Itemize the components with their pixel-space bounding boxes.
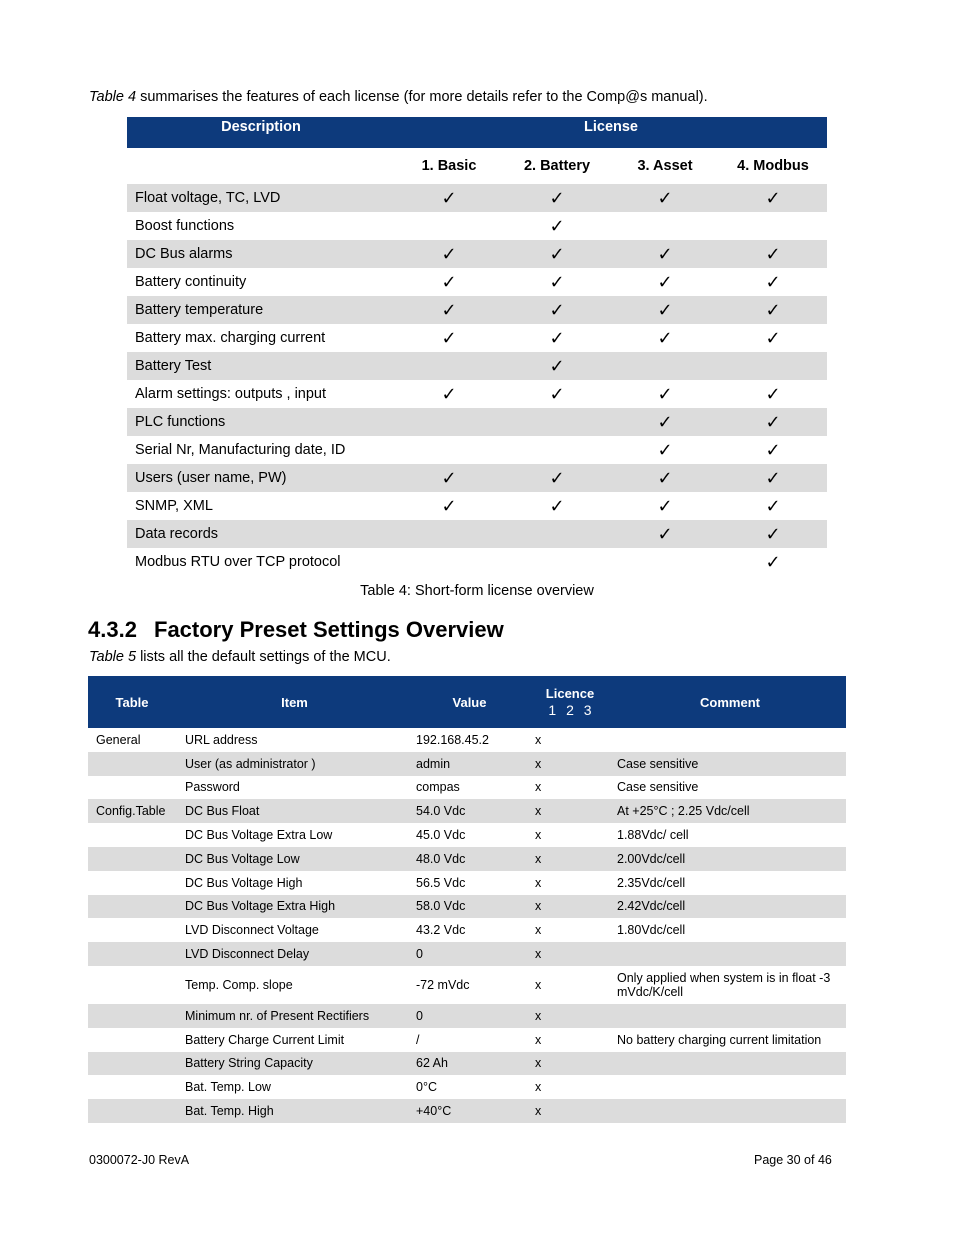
table4-caption: Table 4: Short-form license overview	[360, 583, 594, 599]
check-icon-basic: ✓	[441, 271, 457, 292]
table-cell	[88, 1004, 176, 1028]
licence-cell: x	[535, 732, 542, 747]
preset-rows	[88, 728, 846, 1123]
comment-cell	[614, 728, 846, 752]
feature-label: Data records	[127, 520, 395, 548]
check-icon-modbus: ✓	[765, 327, 781, 348]
empty-cell-basic	[395, 436, 503, 464]
empty-cell-basic	[395, 408, 503, 436]
preset-row	[88, 728, 846, 752]
value-cell: 58.0 Vdc	[413, 895, 526, 919]
preset-row	[88, 942, 846, 966]
licence-cell: x	[526, 799, 614, 823]
empty-cell-basic	[395, 548, 503, 576]
license-feature-row	[127, 184, 827, 212]
comment-cell	[614, 1099, 846, 1123]
value-cell: 45.0 Vdc	[416, 828, 466, 843]
item-cell: Minimum nr. of Present Rectifiers	[176, 1004, 413, 1028]
check-icon-battery: ✓	[549, 383, 565, 404]
preset-row	[88, 871, 846, 895]
value-cell: /	[416, 1032, 420, 1047]
item-cell: Bat. Temp. Low	[185, 1080, 271, 1095]
feature-label: Battery Test	[127, 352, 395, 380]
check-icon-modbus: ✓	[719, 464, 827, 492]
check-icon-asset: ✓	[611, 296, 719, 324]
preset-row	[88, 1004, 846, 1028]
table-cell	[88, 1075, 176, 1099]
feature-label: Serial Nr, Manufacturing date, ID	[135, 442, 346, 458]
feature-label: PLC functions	[127, 408, 395, 436]
comment-cell: 2.00Vdc/cell	[614, 847, 846, 871]
item-cell: Temp. Comp. slope	[185, 977, 293, 992]
item-cell: LVD Disconnect Voltage	[185, 923, 319, 938]
table-cell	[88, 918, 176, 942]
value-cell: 48.0 Vdc	[413, 847, 526, 871]
check-icon-asset: ✓	[657, 495, 673, 516]
empty-cell-basic	[395, 352, 503, 380]
check-icon-battery: ✓	[549, 327, 565, 348]
licence-cell: x	[535, 828, 542, 843]
table4-intro-text: summarises the features of each license (for more details refer to the Comp@s manual).	[136, 89, 708, 105]
preset-row	[88, 752, 846, 776]
check-icon-asset: ✓	[657, 327, 673, 348]
check-icon-asset: ✓	[657, 383, 673, 404]
preset-row	[88, 966, 846, 1004]
preset-row	[88, 799, 846, 823]
value-cell: 0	[413, 1004, 526, 1028]
comment-cell: 1.80Vdc/cell	[617, 923, 686, 938]
license-asset-header: 3. Asset	[611, 148, 719, 184]
license-feature-row	[127, 324, 827, 352]
description-header: Description	[127, 117, 395, 148]
check-icon-modbus: ✓	[719, 296, 827, 324]
description-subheader-blank	[127, 148, 395, 184]
footer-doc-id: 0300072-J0 RevA	[89, 1153, 190, 1167]
item-cell: Password	[185, 780, 240, 795]
licence-cell: x	[535, 977, 542, 992]
check-icon-battery: ✓	[549, 495, 565, 516]
check-icon-basic: ✓	[441, 327, 457, 348]
value-cell: admin	[413, 752, 526, 776]
license-feature-row	[127, 212, 827, 240]
table-cell	[88, 1052, 176, 1076]
comment-cell: Case sensitive	[614, 752, 846, 776]
item-cell: URL address	[185, 732, 258, 747]
table-cell	[88, 1028, 176, 1052]
preset-row	[88, 1052, 846, 1076]
check-icon-basic: ✓	[441, 383, 457, 404]
table-cell	[88, 1099, 176, 1123]
check-icon-asset: ✓	[611, 240, 719, 268]
value-cell: 0	[413, 942, 526, 966]
empty-cell-modbus	[719, 212, 827, 240]
item-cell: User (as administrator )	[176, 752, 413, 776]
licence-cell: x	[526, 1099, 614, 1123]
license-rows	[127, 184, 827, 576]
preset-row	[88, 823, 846, 847]
preset-row	[88, 1075, 846, 1099]
comment-cell: Case sensitive	[617, 780, 699, 795]
check-icon-modbus: ✓	[719, 240, 827, 268]
check-icon-modbus: ✓	[765, 383, 781, 404]
table4-intro	[89, 89, 708, 105]
value-cell: compas	[416, 780, 460, 795]
license-feature-row	[127, 240, 827, 268]
feature-label: SNMP, XML	[135, 498, 213, 514]
check-icon-asset: ✓	[611, 408, 719, 436]
empty-cell-asset	[611, 548, 719, 576]
empty-cell-battery	[503, 548, 611, 576]
empty-cell-battery	[503, 520, 611, 548]
comment-column-header: Comment	[614, 676, 846, 728]
section-heading	[88, 617, 504, 643]
empty-cell-asset	[611, 352, 719, 380]
value-cell: -72 mVdc	[416, 977, 470, 992]
item-cell: Battery Charge Current Limit	[185, 1032, 345, 1047]
check-icon-modbus: ✓	[719, 184, 827, 212]
empty-cell-asset	[611, 212, 719, 240]
comment-cell: 1.88Vdc/ cell	[617, 828, 689, 843]
check-icon-asset: ✓	[611, 464, 719, 492]
check-icon-basic: ✓	[395, 296, 503, 324]
licence-cell: x	[526, 752, 614, 776]
licence-column-header	[526, 676, 614, 728]
license-feature-row	[127, 436, 827, 464]
license-feature-row	[127, 492, 827, 520]
value-cell: 0°C	[416, 1080, 437, 1095]
table5-reference: Table 5	[89, 649, 137, 665]
license-feature-row	[127, 268, 827, 296]
item-cell: Battery String Capacity	[176, 1052, 413, 1076]
license-battery-header: 2. Battery	[503, 148, 611, 184]
table-column-header: Table	[88, 676, 176, 728]
preset-row	[88, 918, 846, 942]
licence-cell: x	[535, 1080, 542, 1095]
value-cell: 56.5 Vdc	[416, 875, 466, 890]
license-basic-header: 1. Basic	[395, 148, 503, 184]
check-icon-modbus: ✓	[765, 271, 781, 292]
comment-cell	[614, 1004, 846, 1028]
factory-preset-table	[88, 676, 846, 1123]
comment-cell: Only applied when system is in float -3 mVdc/K/cell	[617, 970, 831, 999]
check-icon-asset: ✓	[657, 439, 673, 460]
feature-label: Battery continuity	[135, 274, 247, 290]
licence-column-title: Licence	[545, 686, 595, 701]
check-icon-basic: ✓	[395, 240, 503, 268]
preset-row	[88, 1028, 846, 1052]
table5-intro-text: lists all the default settings of the MCU.	[136, 649, 391, 665]
feature-label: Float voltage, TC, LVD	[127, 184, 395, 212]
licence-cell: x	[535, 780, 542, 795]
table4-reference: Table 4	[89, 89, 137, 105]
comment-cell	[614, 1052, 846, 1076]
feature-label: Users (user name, PW)	[127, 464, 395, 492]
check-icon-asset: ✓	[611, 520, 719, 548]
feature-label: DC Bus alarms	[127, 240, 395, 268]
license-feature-row	[127, 408, 827, 436]
table-cell	[88, 871, 176, 895]
check-icon-battery: ✓	[549, 271, 565, 292]
licence-cell: x	[526, 847, 614, 871]
check-icon-battery: ✓	[503, 240, 611, 268]
comment-cell: 2.42Vdc/cell	[614, 895, 846, 919]
item-cell: DC Bus Voltage Extra Low	[185, 828, 333, 843]
preset-row	[88, 1099, 846, 1123]
check-icon-basic: ✓	[395, 464, 503, 492]
check-icon-asset: ✓	[657, 271, 673, 292]
check-icon-battery: ✓	[503, 296, 611, 324]
license-feature-row	[127, 464, 827, 492]
value-cell: 43.2 Vdc	[416, 923, 466, 938]
check-icon-modbus: ✓	[765, 495, 781, 516]
preset-row	[88, 847, 846, 871]
check-icon-basic: ✓	[441, 495, 457, 516]
comment-cell	[614, 942, 846, 966]
table-cell	[88, 847, 176, 871]
empty-cell-basic	[395, 212, 503, 240]
value-cell: +40°C	[413, 1099, 526, 1123]
license-header: License	[395, 117, 827, 148]
comment-cell: No battery charging current limitation	[617, 1032, 822, 1047]
table-cell	[88, 895, 176, 919]
footer-page-number: Page 30 of 46	[754, 1153, 832, 1167]
licence-cell: x	[535, 923, 542, 938]
preset-row	[88, 895, 846, 919]
license-feature-row	[127, 520, 827, 548]
item-cell: DC Bus Voltage Low	[176, 847, 413, 871]
check-icon-modbus: ✓	[719, 408, 827, 436]
item-cell: LVD Disconnect Delay	[176, 942, 413, 966]
license-feature-row	[127, 352, 827, 380]
license-feature-row	[127, 296, 827, 324]
empty-cell-battery	[503, 408, 611, 436]
value-column-header: Value	[413, 676, 526, 728]
feature-label: Battery temperature	[127, 296, 395, 324]
feature-label: Boost functions	[135, 218, 235, 234]
feature-label: Alarm settings: outputs , input	[135, 386, 327, 402]
license-feature-row	[127, 380, 827, 408]
table-cell: General	[96, 732, 141, 747]
licence-cell: x	[526, 895, 614, 919]
empty-cell-modbus	[719, 352, 827, 380]
item-column-header: Item	[176, 676, 413, 728]
table-cell	[88, 752, 176, 776]
value-cell: 54.0 Vdc	[413, 799, 526, 823]
empty-cell-battery	[503, 436, 611, 464]
item-cell: Bat. Temp. High	[176, 1099, 413, 1123]
table-cell	[88, 776, 176, 800]
check-icon-battery: ✓	[503, 464, 611, 492]
value-cell: 192.168.45.2	[416, 732, 489, 747]
value-cell: 62 Ah	[413, 1052, 526, 1076]
licence-column-numbers: 1 2 3	[548, 702, 592, 718]
comment-cell: 2.35Vdc/cell	[617, 875, 686, 890]
item-cell: DC Bus Float	[176, 799, 413, 823]
licence-cell: x	[526, 1004, 614, 1028]
check-icon-modbus: ✓	[765, 439, 781, 460]
check-icon-modbus: ✓	[765, 551, 781, 572]
check-icon-battery: ✓	[503, 352, 611, 380]
table5-intro	[89, 649, 391, 665]
licence-cell: x	[535, 875, 542, 890]
feature-label: Battery max. charging current	[135, 330, 326, 346]
section-number: 4.3.2	[88, 617, 137, 642]
check-icon-modbus: ✓	[719, 520, 827, 548]
license-feature-row	[127, 548, 827, 576]
table-cell	[88, 823, 176, 847]
check-icon-basic: ✓	[395, 184, 503, 212]
item-cell: DC Bus Voltage Extra High	[176, 895, 413, 919]
licence-cell: x	[535, 1032, 542, 1047]
table-cell	[88, 942, 176, 966]
empty-cell-basic	[395, 520, 503, 548]
preset-row	[88, 776, 846, 800]
section-title: Factory Preset Settings Overview	[154, 617, 504, 642]
comment-cell: At +25°C ; 2.25 Vdc/cell	[614, 799, 846, 823]
table-cell: Config.Table	[88, 799, 176, 823]
licence-cell: x	[526, 942, 614, 966]
license-overview-table	[127, 117, 827, 576]
check-icon-battery: ✓	[549, 215, 565, 236]
feature-label: Modbus RTU over TCP protocol	[135, 554, 341, 570]
table-cell	[88, 966, 176, 1004]
license-modbus-header: 4. Modbus	[719, 148, 827, 184]
check-icon-asset: ✓	[611, 184, 719, 212]
licence-cell: x	[526, 1052, 614, 1076]
check-icon-battery: ✓	[503, 184, 611, 212]
item-cell: DC Bus Voltage High	[185, 875, 303, 890]
comment-cell	[614, 1075, 846, 1099]
